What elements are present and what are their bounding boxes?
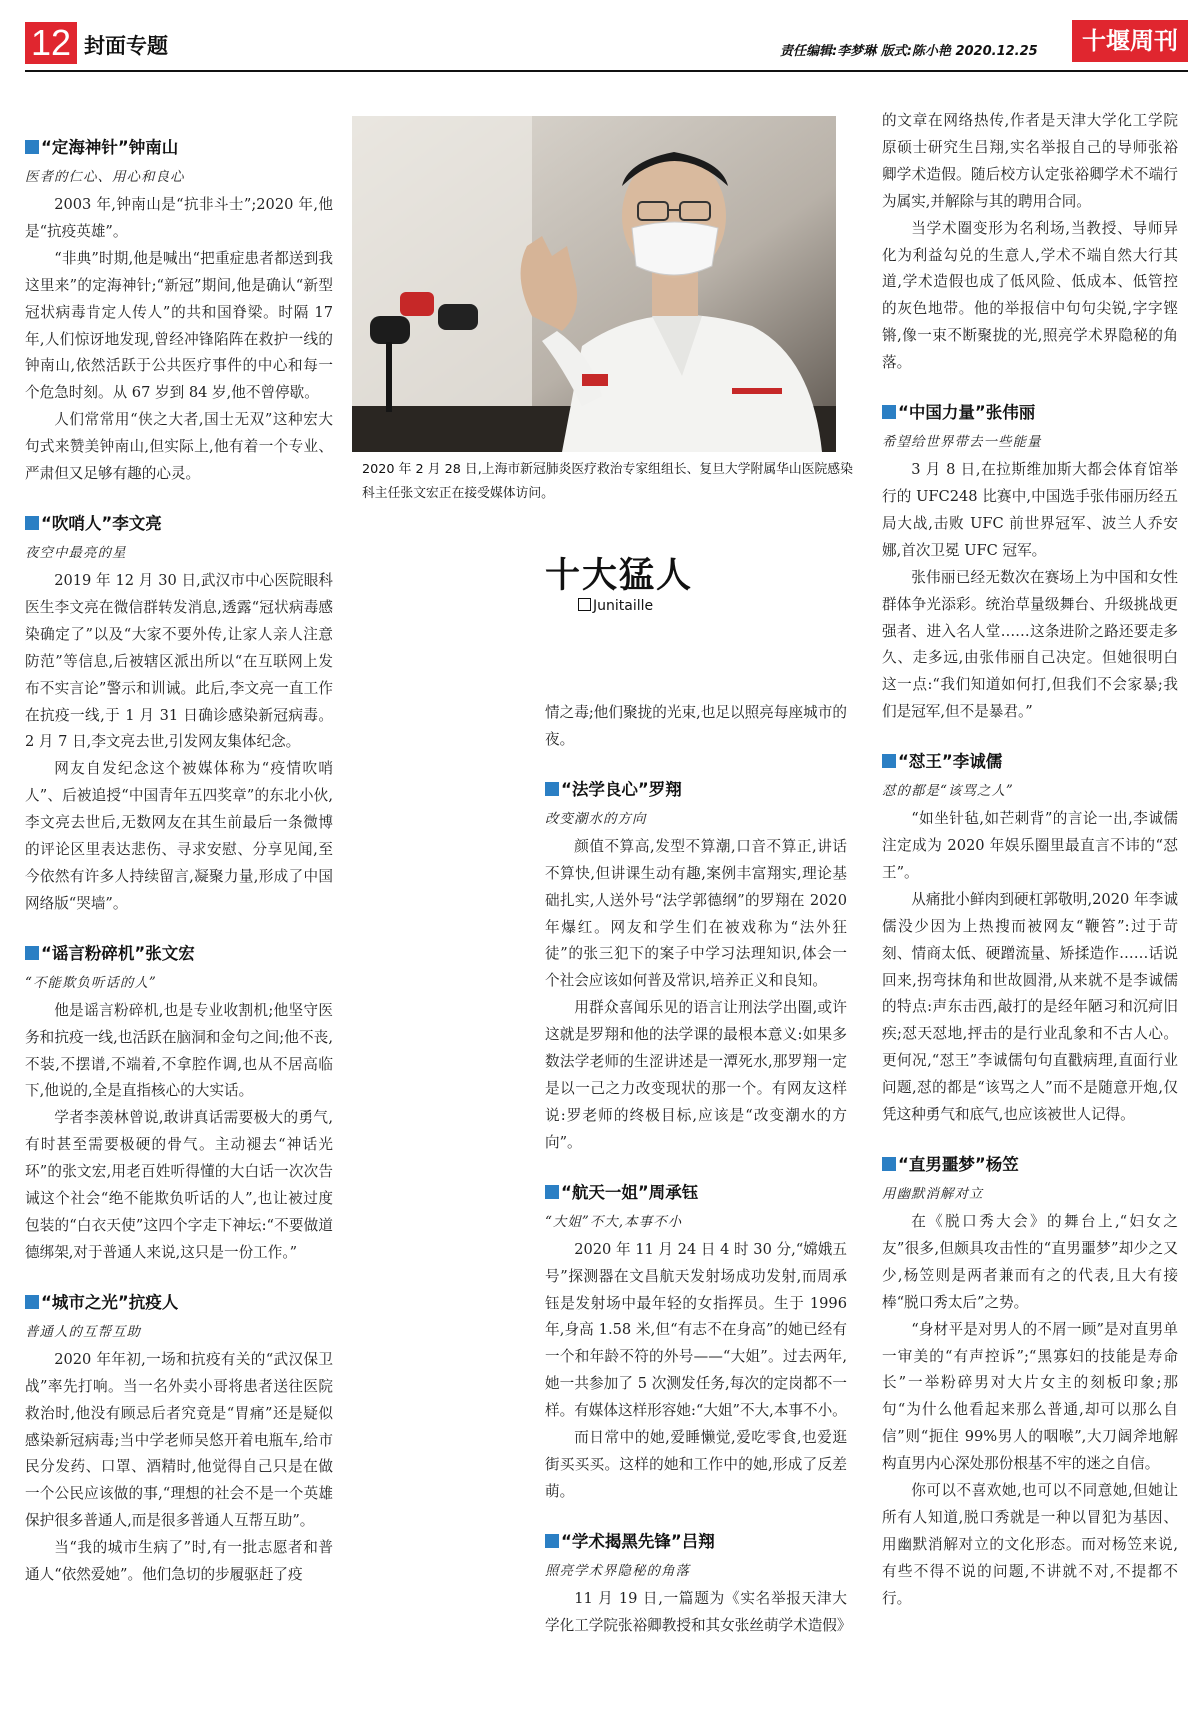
paragraph: 他是谣言粉碎机,也是专业收割机;他坚守医务和抗疫一线,也活跃在脑洞和金句之间;他不丧,不装,不摆谱,不端着,不拿腔作调,也从不居高临下,他说的,全是直指核心的大实话。 bbox=[25, 1001, 333, 1100]
paragraph: 网友自发纪念这个被媒体称为“疫情吹哨人”、后被追授“中国青年五四奖章”的东北小伙,李文亮去世后,无数网友在其生前最后一条微博的评论区里表达悲伤、寻求安慰、分享见闻,至今依然有许多人持续留言,凝聚力量,形成了中国网络版“哭墙”。 bbox=[25, 760, 333, 912]
section-subtitle: 怼的都是“该骂之人” bbox=[882, 783, 1014, 800]
section-heading: “吹哨人”李文亮 bbox=[25, 510, 333, 538]
section-heading: “定海神针”钟南山 bbox=[25, 134, 333, 162]
paragraph: 当“我的城市生病了”时,有一批志愿者和普通人“依然爱她”。他们急切的步履驱赶了疫 bbox=[25, 1539, 333, 1584]
section-subtitle: “不能欺负听话的人” bbox=[25, 974, 157, 991]
photo-caption: 2020 年 2 月 28 日,上海市新冠肺炎医疗救治专家组组长、复旦大学附属华山医院感染科主任张文宏正在接受媒体访问。 bbox=[362, 462, 853, 501]
paragraph: 从痛批小鲜肉到硬杠郭敬明,2020 年李诚儒没少因为上热搜而被网友“鞭笞”:过于苛刻、情商太低、硬蹭流量、矫揉造作……话说回来,拐弯抹角和世故圆滑,从来就不是李诚儒的特点:声东击西,敲打的是经年陋习和沉疴旧疾;怼天怼地,抨击的是行业乱象和不古人心。更何况,“怼王”李诚儒句句直戳病理,直面行业问题,怼的都是“该骂之人”而不是随意开炮,仅凭这种勇气和底气,也应该被世人记得。 bbox=[882, 890, 1178, 1124]
paragraph: 2019 年 12 月 30 日,武汉市中心医院眼科医生李文亮在微信群转发消息,透露“冠状病毒感染确定了”以及“大家不要外传,让家人亲人注意防范”等信息,后被辖区派出所以“在互联网上发布不实言论”警示和训诫。此后,李文亮一直工作在抗疫一线,于 1 月 31 日确诊感染新冠病毒。2 月 7 日,李文亮去世,引发网友集体纪念。 bbox=[25, 571, 333, 751]
square-bullet-icon bbox=[25, 516, 39, 530]
section-heading: “城市之光”抗疫人 bbox=[25, 1289, 333, 1317]
paragraph: 在《脱口秀大会》的舞台上,“妇女之友”很多,但颇具攻击性的“直男噩梦”却少之又少,杨笠则是两者兼而有之的代表,且大有接棒“脱口秀太后”之势。 bbox=[882, 1213, 1178, 1311]
section-title: 封面专题 bbox=[84, 34, 168, 58]
page-number: 12 bbox=[25, 22, 77, 64]
paragraph: 当学术圈变形为名利场,当教授、导师异化为利益勾兑的生意人,学术不端自然大行其道,学术造假也成了低风险、低成本、低管控的灰色地带。他的举报信中句句尖锐,字字铿锵,像一束不断聚拢的光,照亮学术界隐秘的角落。 bbox=[882, 219, 1178, 372]
section-subtitle: “大姐”不大,本事不小 bbox=[545, 1213, 683, 1230]
section-subtitle: 改变潮水的方向 bbox=[545, 810, 647, 827]
paragraph: 而日常中的她,爱睡懒觉,爱吃零食,也爱逛街买买买。这样的她和工作中的她,形成了反差萌。 bbox=[545, 1429, 847, 1500]
paragraph: 用群众喜闻乐见的语言让刑法学出圈,或许这就是罗翔和他的法学课的最根本意义:如果多数法学老师的生涩讲述是一潭死水,那罗翔一定是以一己之力改变现状的那一个。有网友这样说:罗老师的终极目标,应该是“改变潮水的方向”。 bbox=[545, 999, 847, 1151]
square-bullet-icon bbox=[25, 140, 39, 154]
brand-logo: 十堰周刊 bbox=[1072, 20, 1188, 62]
paragraph: 情之毒;他们聚拢的光束,也足以照亮每座城市的夜。 bbox=[545, 704, 847, 748]
paragraph: 3 月 8 日,在拉斯维加斯大都会体育馆举行的 UFC248 比赛中,中国选手张伟丽历经五局大战,击败 UFC 前世界冠军、波兰人乔安娜,首次卫冕 UFC 冠军。 bbox=[882, 461, 1178, 559]
square-bullet-icon bbox=[25, 1295, 39, 1309]
section-heading: “学术揭黑先锋”吕翔 bbox=[545, 1528, 847, 1556]
section-subtitle: 夜空中最亮的星 bbox=[25, 544, 127, 561]
paragraph: 学者李羡林曾说,敢讲真话需要极大的勇气,有时甚至需要极硬的骨气。主动褪去“神话光环”的张文宏,用老百姓听得懂的大白话一次次告诫这个社会“绝不能欺负听话的人”,也让被过度包装的“白衣天使”这四个字走下神坛:“不要做道德绑架,对于普通人来说,这只是一份工作。” bbox=[25, 1109, 333, 1261]
section-heading: “谣言粉碎机”张文宏 bbox=[25, 940, 333, 968]
column-2 bbox=[545, 700, 852, 1640]
square-bullet-icon bbox=[545, 1534, 559, 1548]
paragraph: 2020 年 11 月 24 日 4 时 30 分,“嫦娥五号”探测器在文昌航天发射场成功发射,而周承钰是发射场中最年轻的女指挥员。生于 1996 年,身高 1.58 米,但“有志不在身高”的她已经有一个和年龄不符的外号——“大姐”。过去两年,她一共参加了 5 次测发任务,每次的定岗都不一样。有媒体这样形容她:“大姐”不大,本事不小。 bbox=[545, 1240, 847, 1420]
interview-photo-illustration bbox=[352, 116, 836, 452]
paragraph: 人们常常用“侠之大者,国士无双”这种宏大句式来赞美钟南山,但实际上,他有着一个专业、严肃但又足够有趣的心灵。 bbox=[25, 411, 333, 483]
section-heading: “怼王”李诚儒 bbox=[882, 748, 1178, 776]
square-bullet-icon bbox=[25, 946, 39, 960]
paragraph: 的文章在网络热传,作者是天津大学化工学院原硕士研究生吕翔,实名举报自己的导师张裕卿学术造假。随后校方认定张裕卿学术不端行为属实,并解除与其的聘用合同。 bbox=[882, 112, 1178, 210]
article-author: Junitaille bbox=[578, 598, 653, 614]
square-bullet-icon bbox=[882, 1157, 896, 1171]
section-subtitle: 照亮学术界隐秘的角落 bbox=[545, 1562, 690, 1579]
paragraph: “如坐针毡,如芒刺背”的言论一出,李诚儒注定成为 2020 年娱乐圈里最直言不讳的“怼王”。 bbox=[882, 810, 1178, 881]
square-bullet-icon bbox=[545, 782, 559, 796]
section-heading: “法学良心”罗翔 bbox=[545, 776, 847, 804]
column-3 bbox=[882, 108, 1178, 1613]
paragraph: 2003 年,钟南山是“抗非斗士”;2020 年,他是“抗疫英雄”。 bbox=[25, 196, 333, 240]
paragraph: 2020 年年初,一场和抗疫有关的“武汉保卫战”率先打响。当一名外卖小哥将患者送往医院救治时,他没有顾忌后者究竟是“胃痛”还是疑似感染新冠病毒;当中学老师吴悠开着电瓶车,给市民分发药、口罩、酒精时,他觉得自己只是在做一个公民应该做的事,“理想的社会不是一个英雄保护很多普通人,而是很多普通人互帮互助”。 bbox=[25, 1350, 333, 1530]
section-heading: “直男噩梦”杨笠 bbox=[882, 1151, 1178, 1179]
square-bullet-icon bbox=[882, 405, 896, 419]
paragraph: 11 月 19 日,一篇题为《实名举报天津大学化工学院张裕卿教授和其女张丝萌学术造假》 bbox=[545, 1589, 852, 1634]
paragraph: 张伟丽已经无数次在赛场上为中国和女性群体争光添彩。统治草量级舞台、升级挑战更强者、进入名人堂……这条进阶之路还要走多久、走多远,由张伟丽自己决定。但她很明白这一点:“我们知道如何打,但我们不会家暴;我们是冠军,但不是暴君。” bbox=[882, 568, 1178, 721]
square-bullet-icon bbox=[882, 754, 896, 768]
article-title: 十大猛人 bbox=[545, 555, 694, 596]
section-heading: “航天一姐”周承钰 bbox=[545, 1179, 847, 1207]
paragraph: 你可以不喜欢她,也可以不同意她,但她让所有人知道,脱口秀就是一种以冒犯为基因、用幽默消解对立的文化形态。而对杨笠来说,有些不得不说的问题,不讲就不对,不提都不行。 bbox=[882, 1482, 1178, 1607]
paragraph: 颜值不算高,发型不算潮,口音不算正,讲话不算快,但讲课生动有趣,案例丰富翔实,理论基础扎实,人送外号“法学郭德纲”的罗翔在 2020 年爆红。网友和学生们在被戏称为“法外狂徒”的张三犯下的案子中学习法理知识,体会一个社会应该如何普及常识,培养正义和良知。 bbox=[545, 837, 847, 990]
paragraph: “身材平是对男人的不屑一顾”是对直男单一审美的“有声控诉”;“黑寡妇的技能是寿命长”一举粉碎男对大片女主的刻板印象;那句“为什么他看起来那么普通,却可以那么自信”则“扼住 99%男人的咽喉”,大刀阔斧地解构直男内心深处那份根基不牢的迷之自信。 bbox=[882, 1320, 1178, 1473]
column-1 bbox=[25, 134, 333, 1589]
header-rule bbox=[25, 70, 1188, 72]
section-subtitle: 医者的仁心、用心和良心 bbox=[25, 169, 185, 185]
square-bullet-icon bbox=[545, 1185, 559, 1199]
section-subtitle: 普通人的互帮互助 bbox=[25, 1323, 141, 1340]
paragraph: “非典”时期,他是喊出“把重症患者都送到我这里来”的定海神针;“新冠”期间,他是确认“新型冠状病毒肯定人传人”的共和国脊梁。时隔 17 年,人们惊讶地发现,曾经冲锋陷阵在救护一线的钟南山,依然活跃于公共医疗事件的中心和每一个危急时刻。从 67 岁到 84 岁,他不曾停歇。 bbox=[25, 249, 333, 402]
news-photo bbox=[352, 116, 836, 452]
section-subtitle: 希望给世界带去一些能量 bbox=[882, 434, 1042, 451]
editor-line: 责任编辑:李梦琳 版式:陈小艳 2020.12.25 bbox=[780, 44, 1038, 59]
section-subtitle: 用幽默消解对立 bbox=[882, 1186, 984, 1202]
section-heading: “中国力量”张伟丽 bbox=[882, 399, 1178, 427]
square-outline-icon bbox=[578, 598, 591, 611]
page-header bbox=[0, 0, 1200, 72]
